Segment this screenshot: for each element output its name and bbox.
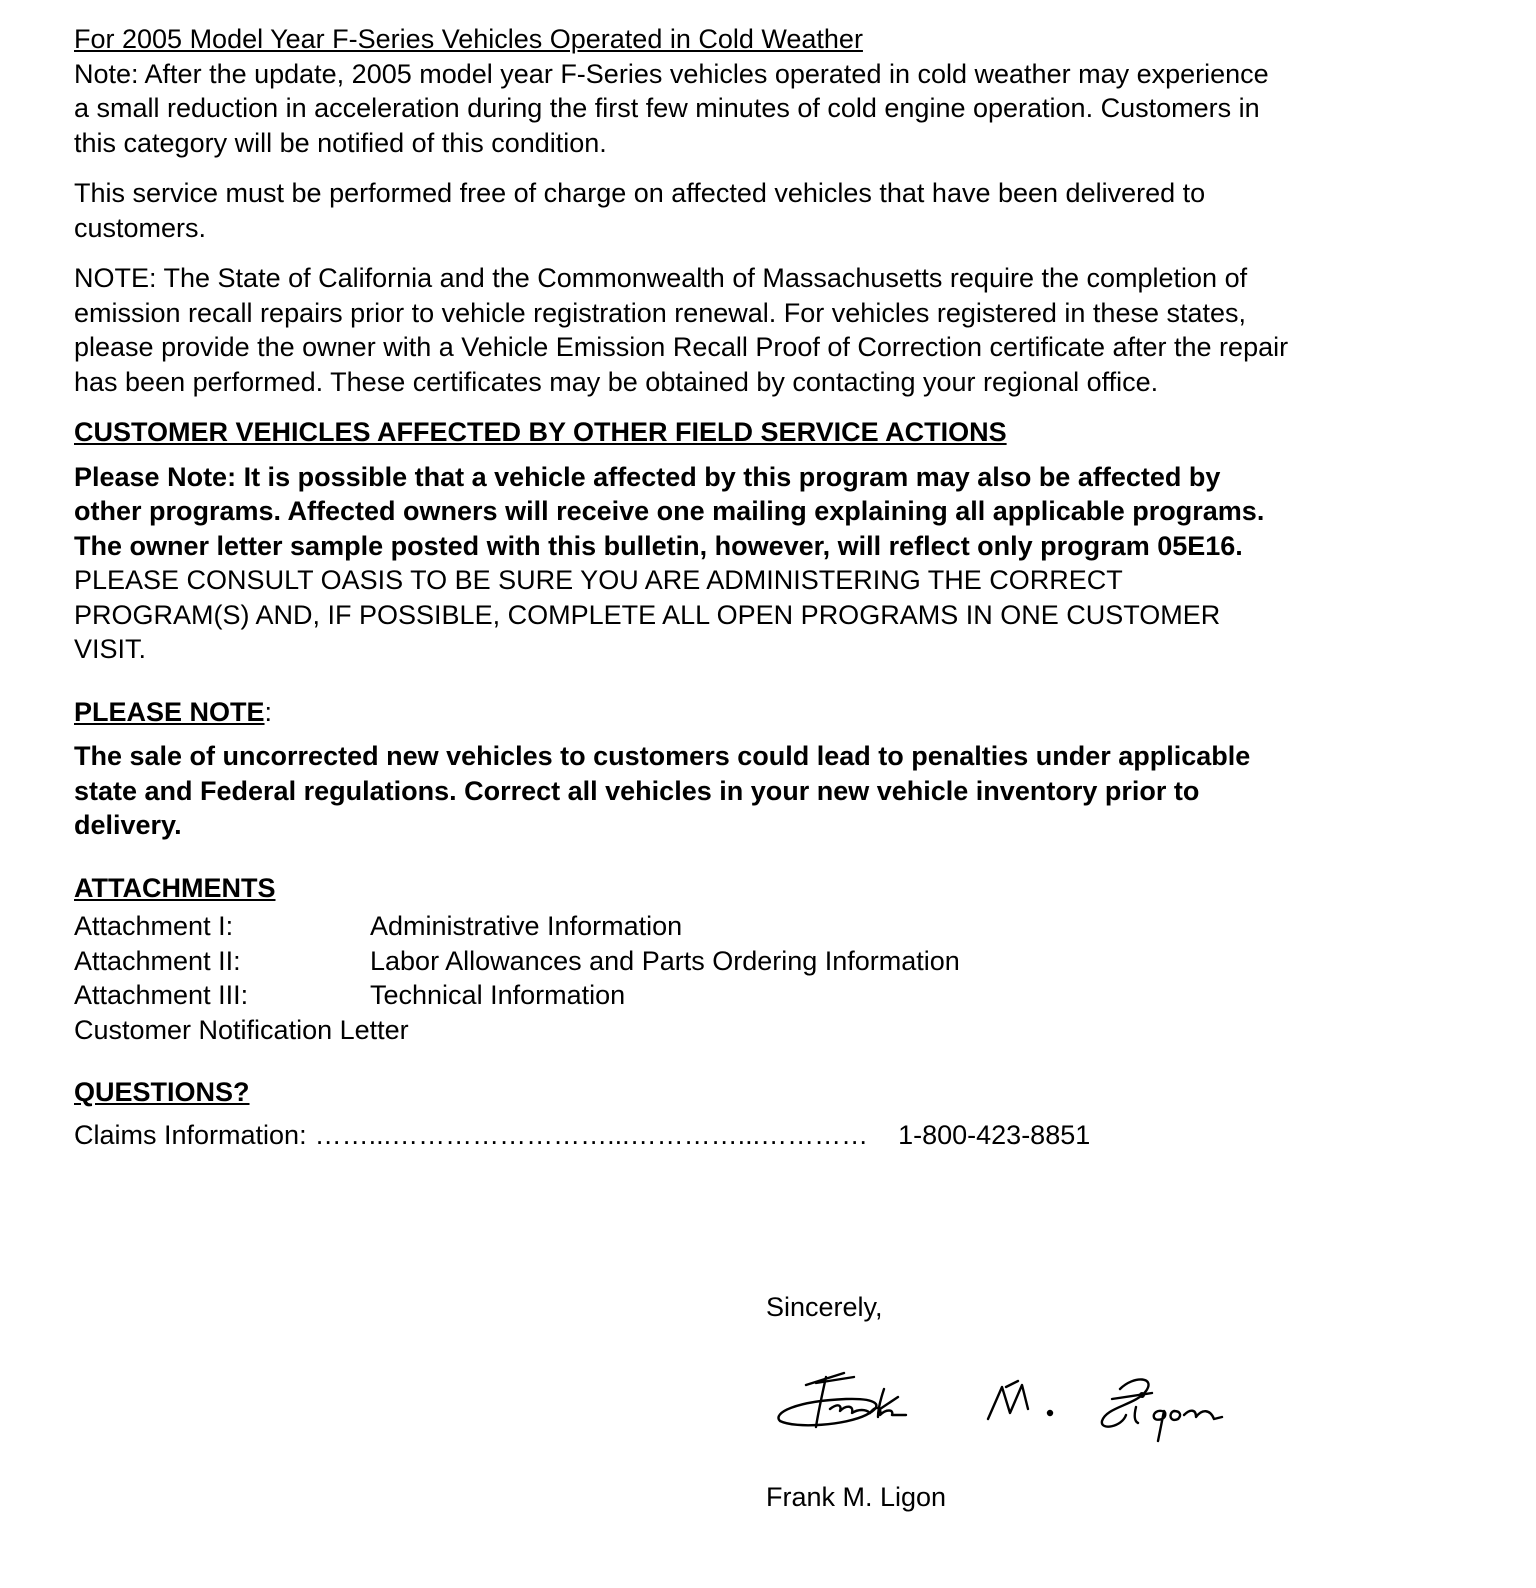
free-service-section bbox=[74, 176, 1454, 245]
ca-ma-note-line: emission recall repairs prior to vehicle registration renewal. For vehicles registered in these states, bbox=[74, 297, 1247, 328]
free-service-line: customers. bbox=[74, 212, 207, 243]
customer-notification-letter: Customer Notification Letter bbox=[74, 1014, 409, 1045]
questions-heading: QUESTIONS? bbox=[74, 1077, 250, 1107]
please-note-heading: PLEASE NOTE bbox=[74, 696, 265, 727]
attachments-section bbox=[74, 871, 1454, 1048]
attachments-heading: ATTACHMENTS bbox=[74, 872, 276, 903]
attachment-title: Labor Allowances and Parts Ordering Information bbox=[370, 945, 960, 976]
attachment-title: Administrative Information bbox=[370, 911, 683, 941]
cold-weather-section bbox=[74, 22, 1454, 160]
other-actions-bold-line: Please Note: It is possible that a vehicle affected by this program may also be affected by bbox=[74, 461, 1221, 492]
please-note-heading-row bbox=[74, 695, 1454, 730]
bulletin-page bbox=[74, 22, 1454, 1152]
attachment-label: Attachment I: bbox=[74, 911, 234, 941]
other-actions-caps-line: PLEASE CONSULT OASIS TO BE SURE YOU ARE ADMINISTERING THE CORRECT bbox=[74, 565, 1123, 595]
other-actions-bold-line: The owner letter sample posted with this bulletin, however, will reflect only program 05E16. bbox=[74, 530, 1243, 561]
salutation: Sincerely, bbox=[766, 1292, 883, 1322]
please-note-line: The sale of uncorrected new vehicles to customers could lead to penalties under applicable bbox=[74, 741, 1251, 771]
signer-name: Frank M. Ligon bbox=[766, 1482, 947, 1512]
claims-row bbox=[74, 1118, 1454, 1153]
other-actions-section bbox=[74, 415, 1454, 667]
ca-ma-note-line: has been performed. These certificates may be obtained by contacting your regional office. bbox=[74, 366, 1159, 397]
leader-dots: ……...……………………...…………...………… bbox=[314, 1119, 869, 1150]
cold-weather-line: this category will be notified of this condition. bbox=[74, 127, 607, 158]
cold-weather-heading: For 2005 Model Year F-Series Vehicles Operated in Cold Weather bbox=[74, 24, 863, 54]
other-actions-bold-line: other programs. Affected owners will receive one mailing explaining all applicable programs. bbox=[74, 496, 1265, 526]
attachment-row bbox=[74, 978, 1454, 1013]
attachment-title: Technical Information bbox=[370, 980, 626, 1010]
cold-weather-line: a small reduction in acceleration during the first few minutes of cold engine operation. Customers in bbox=[74, 93, 1260, 123]
claims-phone: 1-800-423-8851 bbox=[898, 1119, 1091, 1150]
ca-ma-note-line: NOTE: The State of California and the Commonwealth of Massachusetts require the completion of bbox=[74, 263, 1248, 293]
other-actions-heading: CUSTOMER VEHICLES AFFECTED BY OTHER FIELD SERVICE ACTIONS bbox=[74, 417, 1007, 447]
signature-image bbox=[766, 1365, 1226, 1445]
attachment-label: Attachment III: bbox=[74, 980, 249, 1010]
free-service-line: This service must be performed free of charge on affected vehicles that have been delivered to bbox=[74, 178, 1206, 208]
cold-weather-line: Note: After the update, 2005 model year F-Series vehicles operated in cold weather may experience bbox=[74, 58, 1269, 89]
please-note-line: delivery. bbox=[74, 810, 182, 840]
attachment-row bbox=[74, 909, 1454, 944]
claims-label: Claims Information: bbox=[74, 1119, 307, 1150]
questions-section bbox=[74, 1075, 1454, 1152]
please-note-line: state and Federal regulations. Correct all vehicles in your new vehicle inventory prior to bbox=[74, 775, 1200, 806]
please-note-colon: : bbox=[264, 696, 273, 727]
other-actions-caps-line: VISIT. bbox=[74, 634, 147, 664]
please-note-section bbox=[74, 695, 1454, 843]
other-actions-caps-line: PROGRAM(S) AND, IF POSSIBLE, COMPLETE ALL OPEN PROGRAMS IN ONE CUSTOMER bbox=[74, 599, 1221, 630]
ca-ma-note-section bbox=[74, 261, 1454, 399]
attachment-row bbox=[74, 944, 1454, 979]
attachment-label: Attachment II: bbox=[74, 945, 241, 976]
ca-ma-note-line: please provide the owner with a Vehicle Emission Recall Proof of Correction certificate after the repair bbox=[74, 332, 1289, 362]
